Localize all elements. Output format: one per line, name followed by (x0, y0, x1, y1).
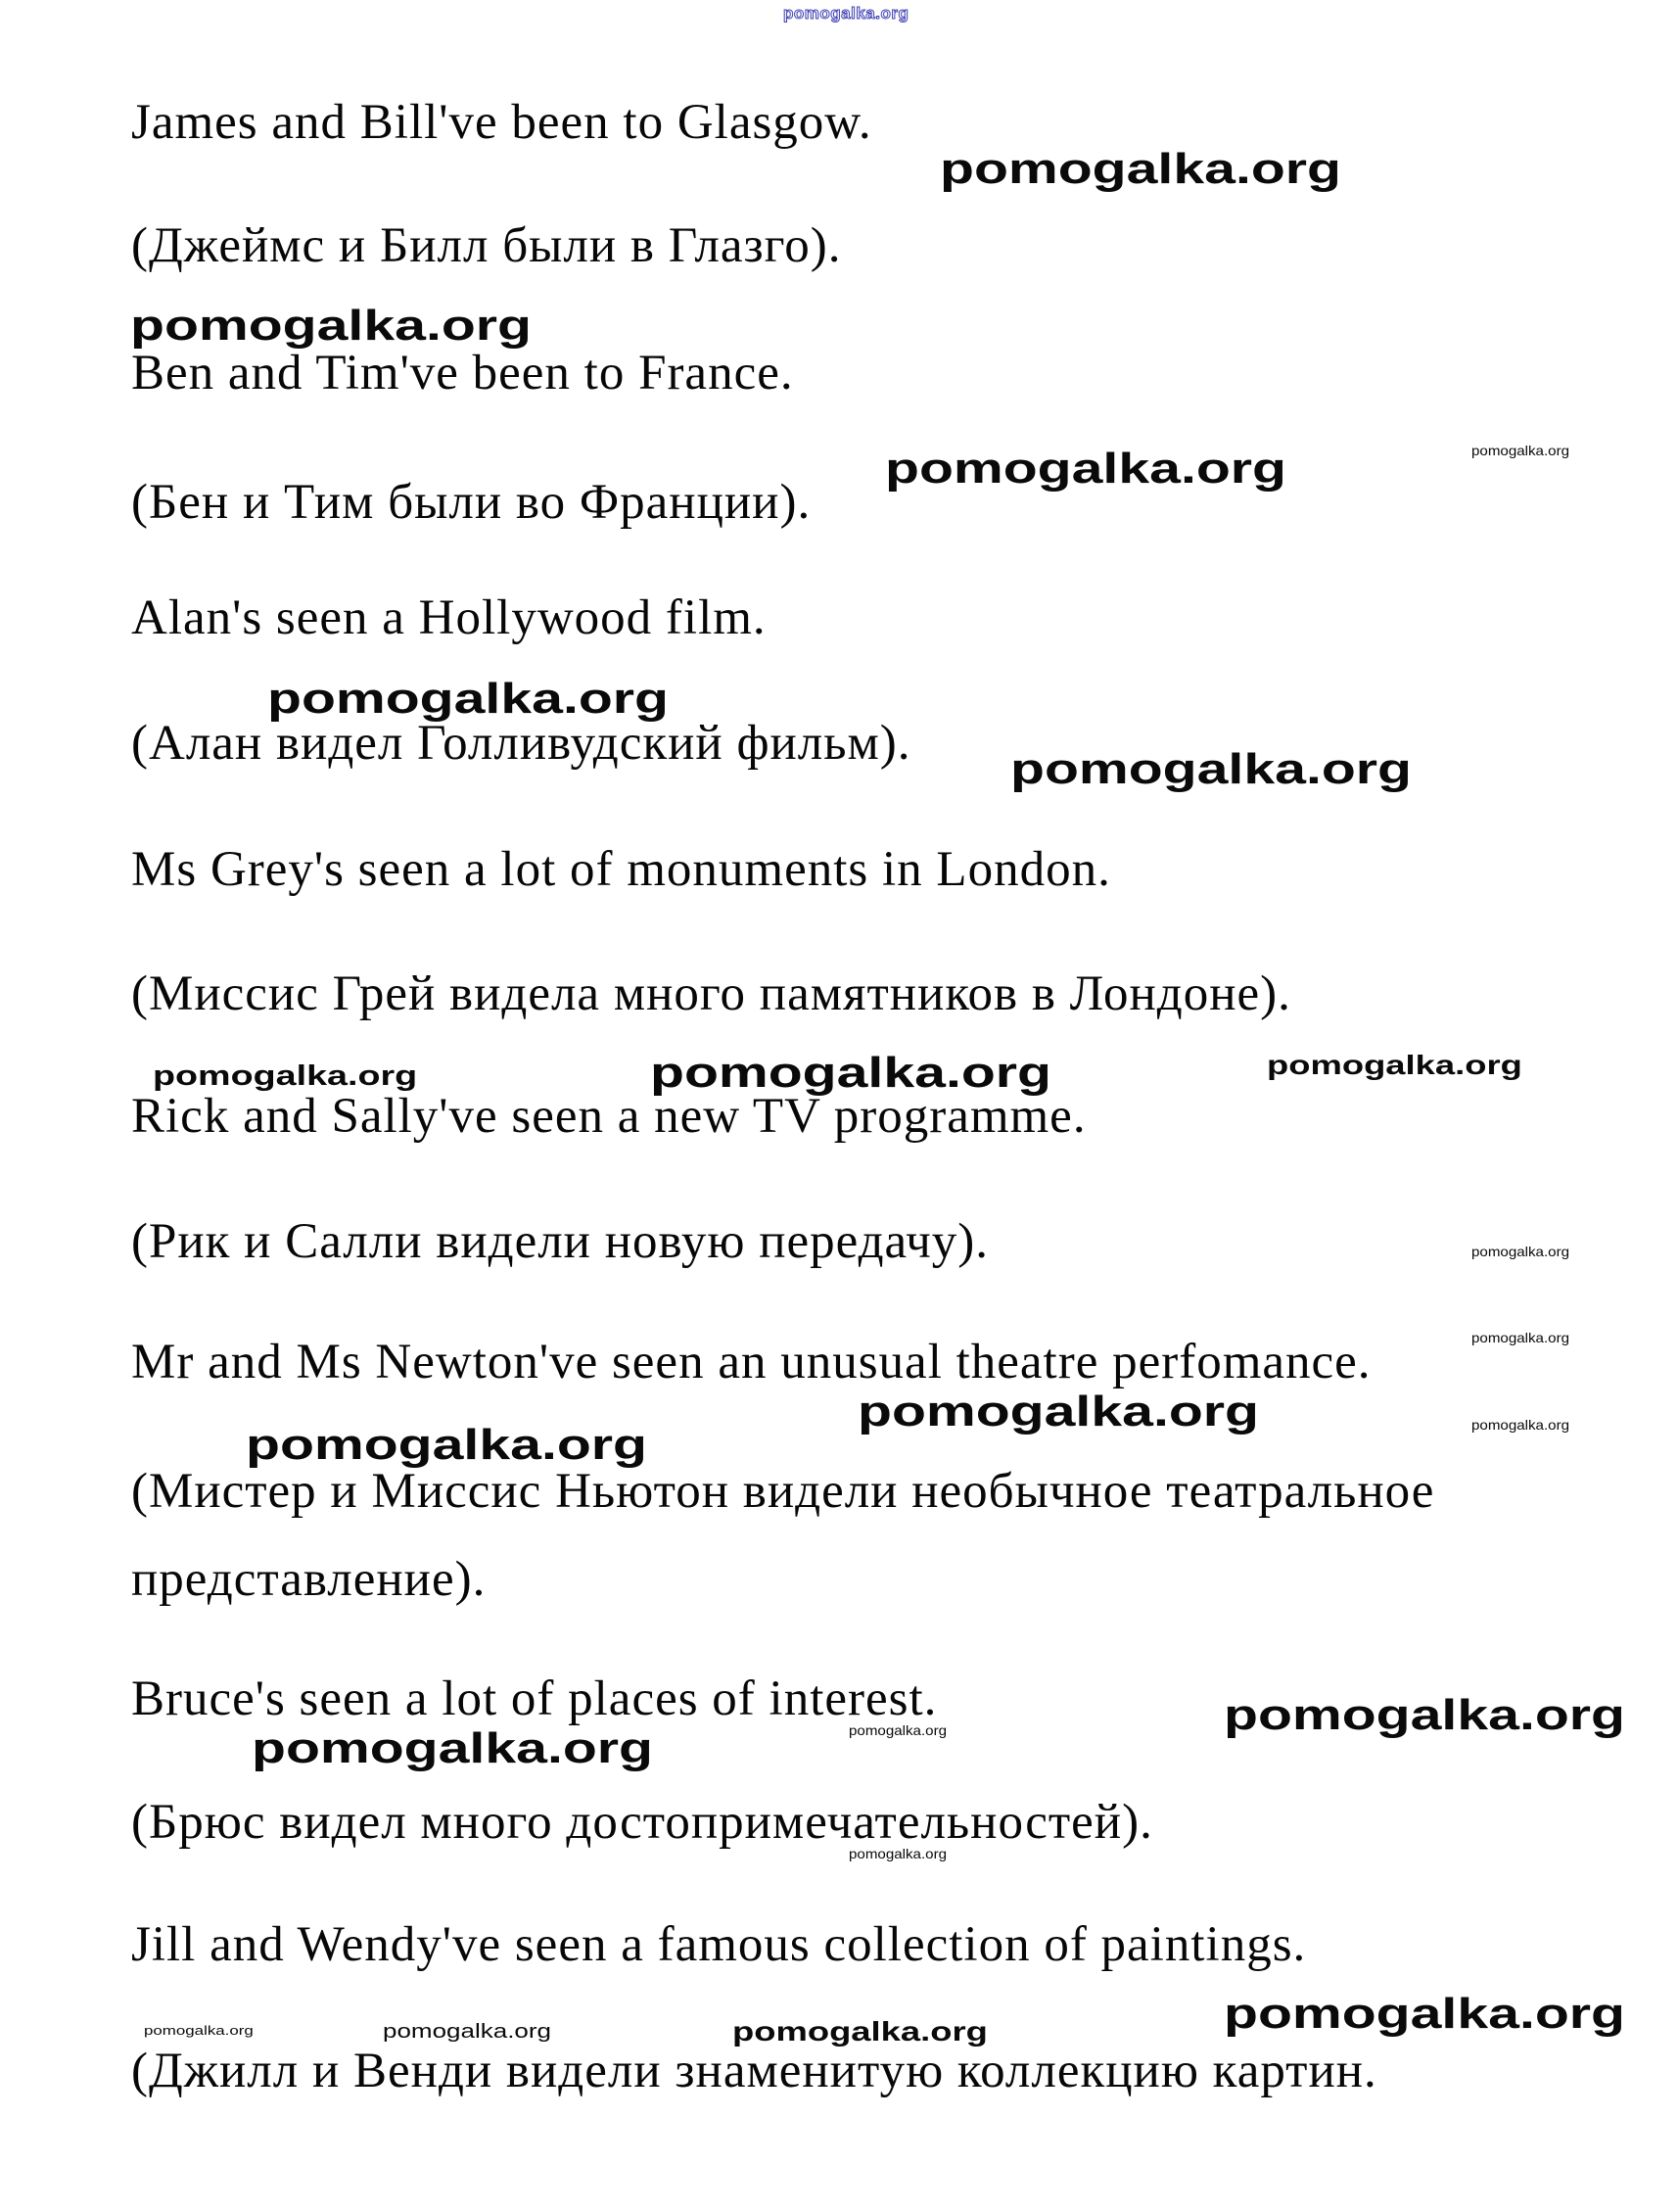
sentence-english-1: James and Bill've been to Glasgow. (131, 95, 872, 150)
watermark: pomogalka.org (858, 1388, 1259, 1435)
watermark: pomogalka.org (1267, 1050, 1522, 1080)
watermark: pomogalka.org (130, 302, 532, 350)
sentence-russian-8: (Джилл и Венди видели знаменитую коллекцию картин. (131, 2044, 1377, 2098)
watermark: pomogalka.org (1224, 1691, 1625, 1739)
sentence-russian-6-line-2: представление). (131, 1552, 487, 1607)
sentence-russian-4: (Миссис Грей видела много памятников в Лондоне). (131, 966, 1291, 1021)
sentence-russian-3: (Алан видел Голливудский фильм). (131, 716, 911, 771)
watermark: pomogalka.org (246, 1421, 647, 1469)
watermark: pomogalka.org (940, 145, 1341, 193)
watermark: pomogalka.org (1471, 1244, 1570, 1259)
sentence-english-4: Ms Grey's seen a lot of monuments in London. (131, 842, 1111, 897)
watermark: pomogalka.org (849, 1846, 948, 1861)
watermark: pomogalka.org (383, 2021, 552, 2043)
watermark: pomogalka.org (1471, 1330, 1570, 1345)
sentence-english-5: Rick and Sally've seen a new TV programme. (131, 1089, 1087, 1144)
sentence-english-3: Alan's seen a Hollywood film. (131, 590, 767, 645)
watermark: pomogalka.org (650, 1049, 1051, 1097)
watermark: pomogalka.org (1471, 1417, 1570, 1433)
watermark: pomogalka.org (732, 2016, 988, 2047)
sentence-russian-6-line-1: (Мистер и Миссис Ньютон видели необычное театральное (131, 1464, 1435, 1519)
watermark: pomogalka.org (1224, 1990, 1625, 2038)
watermark: pomogalka.org (885, 445, 1286, 493)
sentence-english-7: Bruce's seen a lot of places of interest. (131, 1671, 938, 1726)
sentence-english-2: Ben and Tim've been to France. (131, 346, 794, 400)
sentence-english-8: Jill and Wendy've seen a famous collection of paintings. (131, 1917, 1307, 1972)
watermark: pomogalka.org (1010, 745, 1412, 793)
watermark: pomogalka.org (1471, 443, 1570, 458)
watermark: pomogalka.org (144, 2023, 254, 2038)
sentence-russian-7: (Брюс видел много достопримечательностей). (131, 1795, 1153, 1850)
sentence-russian-2: (Бен и Тим были во Франции). (131, 475, 812, 530)
watermark: pomogalka.org (252, 1724, 653, 1772)
watermark: pomogalka.org (849, 1722, 948, 1738)
watermark: pomogalka.org (267, 675, 669, 723)
sentence-russian-5: (Рик и Салли видели новую передачу). (131, 1214, 990, 1269)
sentence-english-6: Mr and Ms Newton've seen an unusual theatre perfomance. (131, 1335, 1372, 1389)
sentence-russian-1: (Джеймс и Билл были в Глазго). (131, 218, 842, 273)
watermark: pomogalka.org (153, 1060, 418, 1092)
watermark-outlined: pomogalka.org (783, 4, 909, 23)
